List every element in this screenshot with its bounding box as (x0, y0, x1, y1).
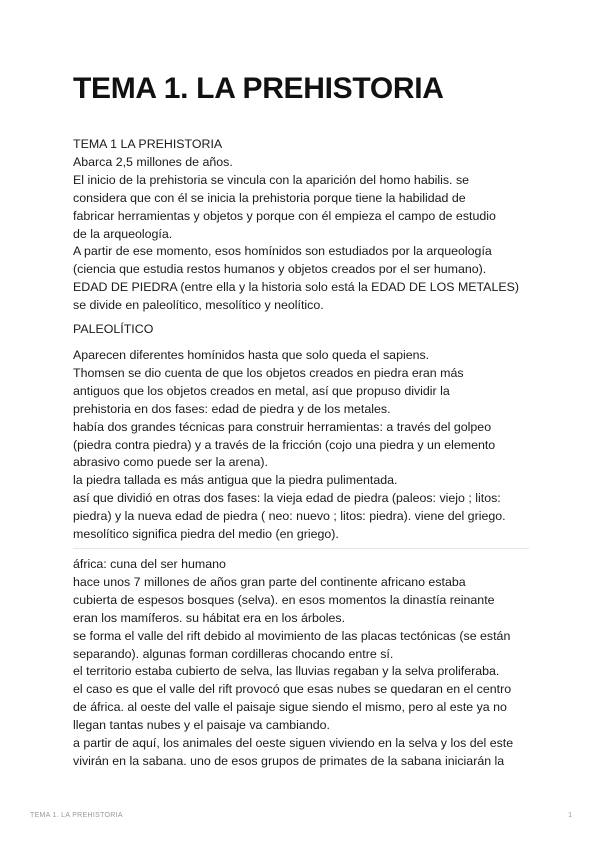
text-line: separando). algunas forman cordilleras chocando entre sí. (73, 646, 394, 661)
section-heading: PALEOLÍTICO (73, 322, 154, 337)
text-line: A partir de ese momento, esos homínidos son estudiados por la arqueología (73, 244, 492, 259)
text-line: así que dividió en otras dos fases: la vieja edad de piedra (paleos: viejo ; litos: (73, 491, 501, 506)
text-line: el caso es que el valle del rift provocó que esas nubes se quedaran en el centro (73, 682, 512, 697)
text-line: el territorio estaba cubierto de selva, las lluvias regaban y la selva proliferaba. (73, 664, 500, 679)
text-line: antiguos que los objetos creados en metal, así que propuso dividir la (73, 383, 450, 398)
text-line: Abarca 2,5 millones de años. (73, 154, 233, 169)
footer-title: TEMA 1. LA PREHISTORIA (30, 812, 123, 819)
text-line: vivirán en la sabana. uno de esos grupos de primates de la sabana iniciarán la (73, 753, 505, 768)
text-line: (piedra contra piedra) y a través de la fricción (cojo una piedra y un elemento (73, 437, 496, 452)
text-line: hace unos 7 millones de años gran parte del continente africano estaba (73, 574, 466, 589)
text-line: Thomsen se dio cuenta de que los objetos creados en piedra eran más (73, 365, 464, 380)
text-line: de áfrica. al oeste del valle el paisaje sigue siendo el mismo, pero al este ya no (73, 700, 507, 715)
text-line: (ciencia que estudia restos humanos y objetos creados por el ser humano). (73, 262, 487, 277)
text-line: había dos grandes técnicas para construir herramientas: a través del golpeo (73, 419, 492, 434)
text-line: considera que con él se inicia la prehistoria porque tiene la habilidad de (73, 190, 466, 205)
text-line: EDAD DE PIEDRA (entre ella y la historia solo está la EDAD DE LOS METALES) (73, 280, 519, 295)
text-line: llegan tantas nubes y el paisaje va cambiando. (73, 718, 330, 733)
section-divider (73, 548, 529, 549)
text-line: de la arqueología. (73, 226, 173, 241)
text-line: cubierta de espesos bosques (selva). en esos momentos la dinastía reinante (73, 592, 495, 607)
text-line: Aparecen diferentes homínidos hasta que solo queda el sapiens. (73, 347, 430, 362)
text-line: El inicio de la prehistoria se vincula con la aparición del homo habilis. se (73, 172, 470, 187)
text-line: a partir de aquí, los animales del oeste siguen viviendo en la selva y los del este (73, 736, 514, 751)
page-number: 1 (568, 812, 572, 819)
text-line: TEMA 1 LA PREHISTORIA (73, 137, 223, 151)
africa-section (73, 556, 543, 771)
text-line: piedra) y la nueva edad de piedra ( neo: nuevo ; litos: piedra). viene del griego. (73, 509, 506, 524)
intro-section (73, 136, 543, 544)
text-line: prehistoria en dos fases: edad de piedra y de los metales. (73, 401, 391, 416)
text-line: la piedra tallada es más antigua que la piedra pulimentada. (73, 473, 398, 488)
text-line: fabricar herramientas y objetos y porque con él empieza el campo de estudio (73, 208, 496, 223)
text-line: eran los mamíferos. su hábitat era en los árboles. (73, 610, 346, 625)
text-line: se divide en paleolítico, mesolítico y neolítico. (73, 298, 324, 313)
text-line: se forma el valle del rift debido al movimiento de las placas tectónicas (se están (73, 628, 511, 643)
text-line: abrasivo como puede ser la arena). (73, 455, 268, 470)
text-line: áfrica: cuna del ser humano (73, 557, 226, 571)
page-title: TEMA 1. LA PREHISTORIA (73, 72, 444, 105)
text-line: mesolítico significa piedra del medio (en griego). (73, 527, 339, 542)
